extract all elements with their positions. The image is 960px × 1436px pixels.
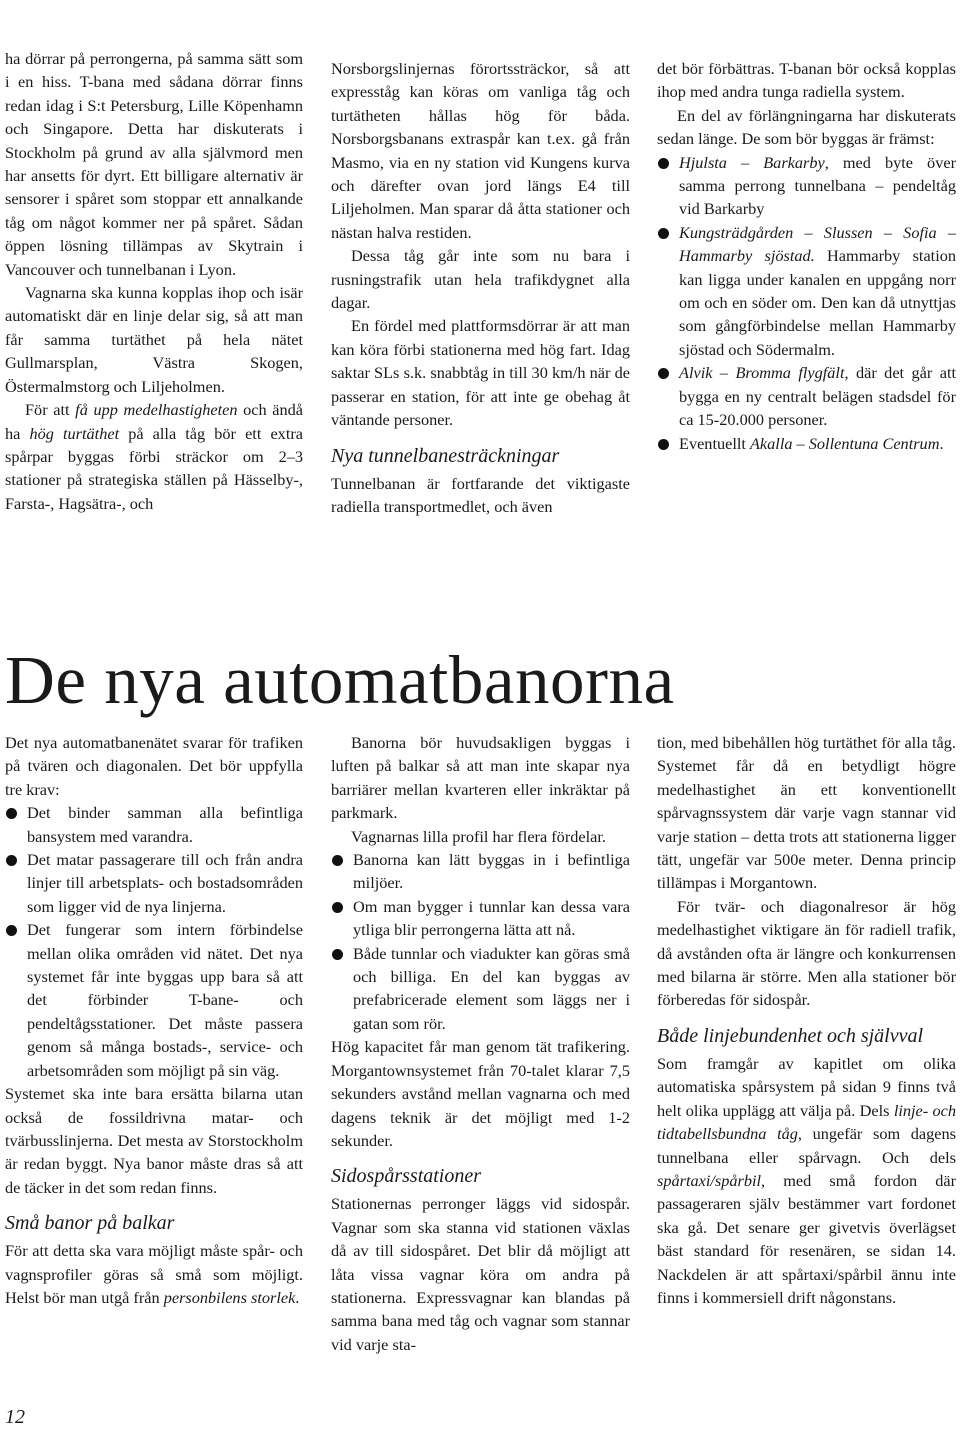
bottom-column-3	[657, 731, 956, 1309]
section-heading: Små banor på balkar	[5, 1212, 175, 1235]
bullet-item: Det matar passagerare till och från andra linjer till arbetsplats- och bostadsområden som ligger vid de nya linjerna.	[5, 848, 303, 918]
bullet-item: Det fungerar som intern förbindelse mellan olika områden vid nätet. Det nya systemet får inte byggas upp bara så att det förbinder T-bane- och pendeltågsstationer. Det måste passera genom så många bostads-, service- och arbetsområden som möjligt på sin väg.	[5, 918, 303, 1082]
paragraph: Banorna bör huvudsakligen byggas i luften på balkar så att man inte skapar nya barriärer mellan kvarteren eller inkräktar på parkmark.	[331, 733, 630, 823]
bullet-item: Det binder samman alla befintliga bansystem med varandra.	[5, 801, 303, 848]
top-column-3	[657, 57, 956, 455]
bullet-item: Både tunnlar och viadukter kan göras små och billiga. En del kan byggas av prefabricerade element som läggs ner i gatan som rör.	[331, 942, 630, 1036]
bottom-column-1	[5, 731, 303, 1309]
section-heading: Både linjebundenhet och självval	[657, 1024, 924, 1047]
top-column-1	[5, 47, 303, 515]
paragraph: Stationernas perronger läggs vid sidospår. Vagnar som ska stanna vid stationen växlas då av till sidospåret. Det blir då möjligt att låta vissa vagnar köra om andra på stationerna. Expressvagnar kan blandas på samma bana med tåg och vagnar som stannar vid varje sta-	[331, 1194, 630, 1354]
paragraph: Tunnelbanan är fortfarande det viktigaste radiella transportmedlet, och även	[331, 473, 630, 516]
paragraph: Norsborgslinjernas förortssträckor, så att expresståg kan köras om vanliga tåg och turtätheten hållas hög för båda. Norsborgsbanans extraspår kan t.ex. gå från Masmo, via en ny station vid Kungens kurva och därefter ovan jord längs E4 till Liljeholmen. Man sparar då åtta stationer och nästan halva restiden.	[331, 59, 630, 242]
paragraph: Hög kapacitet får man genom tät trafikering. Morgantownsystemet från 70-talet klarar 7,5 sekunders avstånd mellan vagnarna och med dagens teknik är det möjligt med 1-2 sekunder.	[331, 1037, 630, 1150]
paragraph: En fördel med plattformsdörrar är att man kan köra förbi stationerna med hög fart. Idag saktar SLs s.k. snabbtåg in till 30 km/h när de passerar en station, för att inte ge obehag åt väntande personer.	[331, 316, 630, 430]
bullet-item: Om man bygger i tunnlar kan dessa vara ytliga blir perrongerna lätta att nå.	[331, 895, 630, 942]
bullet-item: Banorna kan lätt byggas in i befintliga miljöer.	[331, 848, 630, 895]
top-column-2	[331, 57, 630, 518]
paragraph: Systemet ska inte bara ersätta bilarna utan också de fossildrivna matar- och tvärbusslinjerna. Det mesta av Storstockholm är redan byggt. Nya banor måste dras så att de täcker in det som redan finns.	[5, 1084, 303, 1197]
page-number: 12	[5, 1406, 25, 1428]
paragraph: För att detta ska vara möjligt måste spår- och vagnsprofiler göras så små som möjligt. Helst bör man utgå från personbilens storlek.	[5, 1241, 303, 1307]
paragraph: För tvär- och diagonalresor är hög medelhastighet viktigare än för radiell trafik, då avstånden ofta är längre och konkurrensen med bilarna är större. Men alla stationer bör förberedas för sidospår.	[657, 896, 956, 1010]
paragraph: Vagnarnas lilla profil har flera fördelar.	[351, 826, 606, 846]
paragraph: Vagnarna ska kunna kopplas ihop och isär automatiskt där en linje delar sig, så att man får samma turtäthet på hela nätet Gullmarsplan, Västra Skogen, Östermalmstorg och Liljeholmen.	[5, 283, 303, 396]
section-heading: Sidospårsstationer	[331, 1165, 482, 1188]
page-headline: De nya automatbanorna	[5, 642, 675, 718]
section-heading: Nya tunnelbanesträckningar	[331, 444, 560, 467]
bottom-column-2	[331, 731, 630, 1356]
paragraph: Det nya automatbanenätet svarar för trafiken på tvären och diagonalen. Det bör uppfylla tre krav:	[5, 733, 303, 799]
paragraph: För att få upp medelhastigheten och ändå ha hög turtäthet på alla tåg bör ett extra spårpar byggas förbi sträckor om 2–3 stationer på strategiska ställen på Hässelby-, Farsta-, Hagsätra-, och	[5, 400, 304, 513]
bullet-item: Kungsträdgården – Slussen – Sofia – Hammarby sjöstad. Hammarby station kan ligga under kanalen en uppgång norr om och en söder om. Den kan då utnyttjas som gångförbindelse mellan Hammarby sjöstad och Södermalm.	[657, 221, 956, 361]
bullet-item: Hjulsta – Barkarby, med byte över samma perrong tunnelbana – pendeltåg vid Barkarby	[657, 151, 956, 221]
paragraph: ha dörrar på perrongerna, på samma sätt som i en hiss. T-bana med sådana dörrar finns redan idag i S:t Petersburg, Lille Köpenhamn och Singapore. Detta har diskuterats i Stockholm på grund av alla självmord men har ansetts för dyrt. Ett billigare alternativ är sensorer i spåret som stoppar ett annalkande tåg om något kommer ner på spåret. Sådan öppen lösning tillämpas av Skytrain i Vancouver och tunnelbanan i Lyon.	[5, 49, 303, 279]
paragraph: Som framgår av kapitlet om olika automatiska spårsystem på sidan 9 finns två helt olika upplägg att välja på. Dels linje- och tidtabellsbundna tåg, ungefär som dagens tunnelbana eller spårvagn. Och dels spårtaxi/spårbil, med små fordon där passageraren själv bestämmer vart fordonet ska gå. Det senare ger givetvis överlägset bäst standard för resenären, se sidan 14. Nackdelen är att spårtaxi/spårbil ännu inte finns i kommersiell drift någonstans.	[657, 1053, 957, 1307]
paragraph: Dessa tåg går inte som nu bara i rusningstrafik utan hela trafikdygnet alla dagar.	[331, 246, 630, 313]
paragraph: En del av förlängningarna har diskuterats sedan länge. De som bör byggas är främst:	[657, 105, 956, 149]
bullet-item: Eventuellt Akalla – Sollentuna Centrum.	[657, 432, 956, 455]
bullet-item: Alvik – Bromma flygfält, där det går att bygga en ny centralt belägen stadsdel för ca 15-20.000 personer.	[657, 361, 956, 431]
paragraph: det bör förbättras. T-banan bör också kopplas ihop med andra tunga radiella system.	[657, 59, 956, 102]
paragraph: tion, med bibehållen hög turtäthet för alla tåg. Systemet får då en betydligt högre medelhastighet än ett konventionellt spårvagnssystem där varje vagn stannar vid varje station – detta trots att stationerna ligger tätt, ungefär var 500e meter. Denna princip tillämpas i Morgantown.	[657, 733, 956, 893]
